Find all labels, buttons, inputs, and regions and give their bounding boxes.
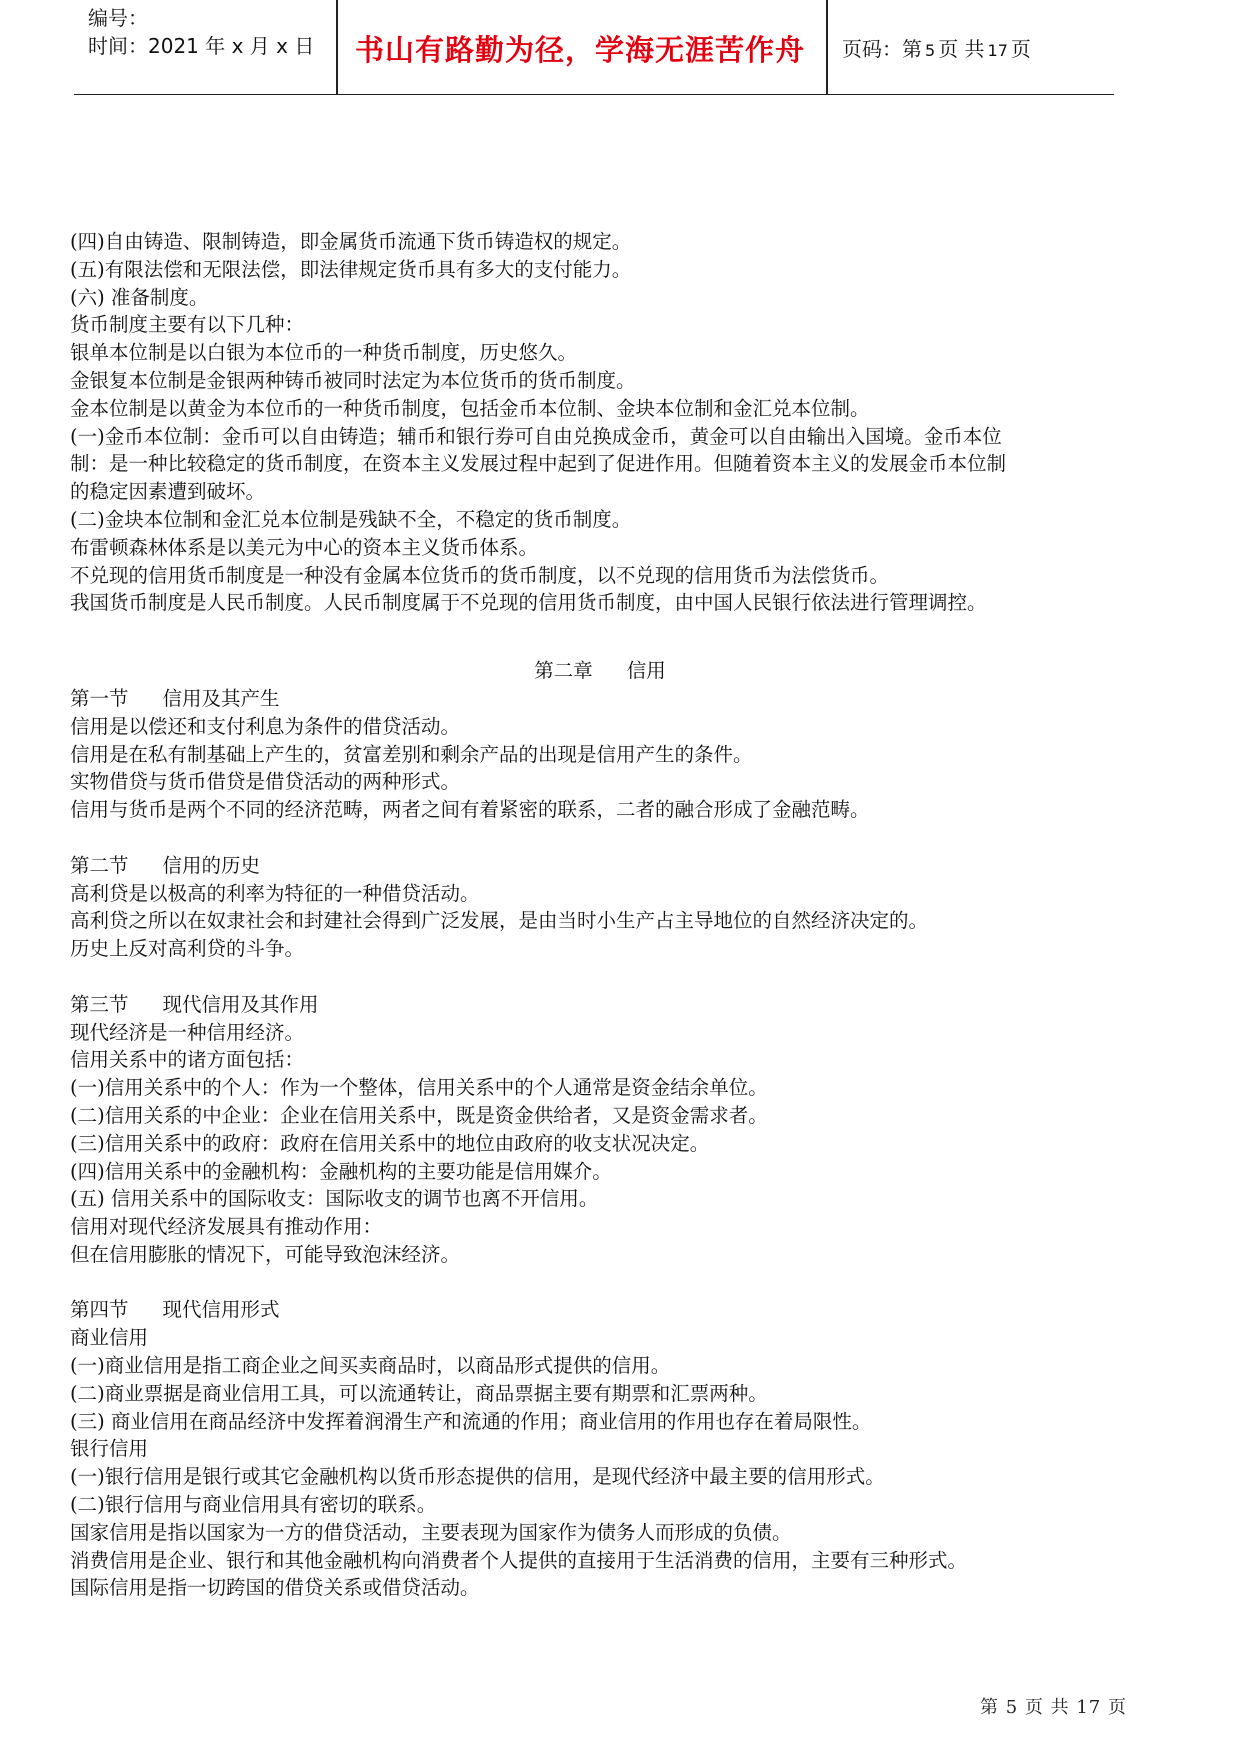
paragraph-line: 银单本位制是以白银为本位币的一种货币制度，历史悠久。 <box>70 341 578 365</box>
paragraph-line: (二)银行信用与商业信用具有密切的联系。 <box>70 1493 437 1517</box>
paragraph-line: 金银复本位制是金银两种铸币被同时法定为本位货币的货币制度。 <box>70 368 636 392</box>
paragraph-line: (一)信用关系中的个人：作为一个整体，信用关系中的个人通常是资金结余单位。 <box>70 1076 768 1100</box>
spacer <box>70 824 1130 852</box>
section-number: 第三节 <box>70 992 129 1016</box>
section-heading <box>70 1296 1130 1324</box>
paragraph-line: 我国货币制度是人民币制度。人民币制度属于不兑现的信用货币制度，由中国人民银行依法进行管理调控。 <box>70 591 987 615</box>
paragraph-line: (四)信用关系中的金融机构：金融机构的主要功能是信用媒介。 <box>70 1159 612 1183</box>
paragraph-line: (五) 信用关系中的国际收支：国际收支的调节也离不开信用。 <box>70 1187 599 1211</box>
section-heading <box>70 685 1130 713</box>
section-number: 第四节 <box>70 1298 129 1322</box>
section-title: 信用及其产生 <box>162 686 280 710</box>
paragraph-line: 现代经济是一种信用经济。 <box>70 1020 305 1044</box>
paragraph-line: (一)金币本位制：金币可以自由铸造；辅币和银行券可自由兑换成金币，黄金可以自由输出入国境。金币本位 <box>70 424 1002 448</box>
paragraph-line: 高利贷是以极高的利率为特征的一种借贷活动。 <box>70 881 480 905</box>
paragraph-line: 但在信用膨胀的情况下，可能导致泡沫经济。 <box>70 1242 461 1266</box>
spacer <box>70 1269 1130 1297</box>
footer-total: 17 <box>1076 1697 1102 1718</box>
paragraph-line: 高利贷之所以在奴隶社会和封建社会得到广泛发展，是由当时小生产占主导地位的自然经济决定的。 <box>70 909 929 933</box>
paragraph-line: 信用是以偿还和支付利息为条件的借贷活动。 <box>70 714 461 738</box>
header-divider-right <box>826 0 828 94</box>
header-motto: 书山有路勤为径，学海无涯苦作舟 <box>354 33 805 67</box>
section-heading <box>70 852 1130 880</box>
paragraph-line: 历史上反对高利贷的斗争。 <box>70 937 305 961</box>
page-header <box>74 0 1114 95</box>
paragraph-line: (一)商业信用是指工商企业之间买卖商品时，以商品形式提供的信用。 <box>70 1354 671 1378</box>
paragraph-line: (五)有限法偿和无限法偿，即法律规定货币具有多大的支付能力。 <box>70 257 632 281</box>
section-3 <box>70 991 1130 1269</box>
page-current: 5 <box>925 41 936 60</box>
header-page-number <box>842 33 1031 62</box>
paragraph-line: 信用对现代经济发展具有推动作用： <box>70 1215 383 1239</box>
page-prefix: 页码：第 <box>842 37 922 61</box>
footer-prefix: 第 <box>979 1697 999 1718</box>
paragraph-line: 信用是在私有制基础上产生的，贫富差别和剩余产品的出现是信用产生的条件。 <box>70 742 753 766</box>
paragraph-line: 金本位制是以黄金为本位币的一种货币制度，包括金币本位制、金块本位制和金汇兑本位制。 <box>70 396 870 420</box>
paragraph-line: (二)商业票据是商业信用工具，可以流通转让，商品票据主要有期票和汇票两种。 <box>70 1381 768 1405</box>
paragraph-line: (三) 商业信用在商品经济中发挥着润滑生产和流通的作用；商业信用的作用也存在着局限性。 <box>70 1409 872 1433</box>
paragraph-line: (二)金块本位制和金汇兑本位制是残缺不全，不稳定的货币制度。 <box>70 507 632 531</box>
paragraph-line: (三)信用关系中的政府：政府在信用关系中的地位由政府的收支状况决定。 <box>70 1131 710 1155</box>
paragraph-line: 实物借贷与货币借贷是借贷活动的两种形式。 <box>70 770 461 794</box>
section-title: 现代信用形式 <box>162 1298 280 1322</box>
paragraph-line: 货币制度主要有以下几种： <box>70 313 305 337</box>
section-title: 现代信用及其作用 <box>162 992 319 1016</box>
chapter-title: 信用 <box>626 659 666 683</box>
spacer <box>70 617 1130 657</box>
serial-label: 编号： <box>88 6 148 30</box>
paragraph-line: 消费信用是企业、银行和其他金融机构向消费者个人提供的直接用于生活消费的信用，主要有三种形式。 <box>70 1548 968 1572</box>
page-mid: 页 共 <box>938 37 985 61</box>
section-heading <box>70 991 1130 1019</box>
paragraph-line: 的稳定因素遭到破坏。 <box>70 480 266 504</box>
document-body <box>70 228 1130 1602</box>
paragraph-line: 国家信用是指以国家为一方的借贷活动，主要表现为国家作为债务人而形成的负债。 <box>70 1520 792 1544</box>
footer-page: 5 <box>1005 1697 1019 1718</box>
paragraph-line: 国际信用是指一切跨国的借贷关系或借贷活动。 <box>70 1576 480 1600</box>
page-footer <box>0 1693 1127 1719</box>
paragraph-line: (六) 准备制度。 <box>70 285 209 309</box>
footer-suffix: 页 <box>1108 1697 1127 1718</box>
section-4 <box>70 1296 1130 1602</box>
paragraph-line: 信用关系中的诸方面包括： <box>70 1048 305 1072</box>
section-1 <box>70 685 1130 824</box>
paragraph-line: 布雷顿森林体系是以美元为中心的资本主义货币体系。 <box>70 535 539 559</box>
paragraph-line: 商业信用 <box>70 1326 149 1350</box>
paragraph-line: 信用与货币是两个不同的经济范畴，两者之间有着紧密的联系，二者的融合形成了金融范畴。 <box>70 798 870 822</box>
section-number: 第二节 <box>70 853 129 877</box>
page-suffix: 页 <box>1010 37 1031 61</box>
footer-mid: 页 共 <box>1024 1697 1070 1718</box>
paragraph-line: (二)信用关系的中企业：企业在信用关系中，既是资金供给者，又是资金需求者。 <box>70 1103 768 1127</box>
page-total: 17 <box>987 41 1008 60</box>
section-title: 信用的历史 <box>162 853 261 877</box>
paragraph-line: 制：是一种比较稳定的货币制度，在资本主义发展过程中起到了促进作用。但随着资本主义的发展金币本位制 <box>70 452 1007 476</box>
section-2 <box>70 852 1130 963</box>
section-number: 第一节 <box>70 686 129 710</box>
chapter-number: 第二章 <box>534 659 593 683</box>
chapter-heading <box>70 657 1130 685</box>
paragraph-line: 不兑现的信用货币制度是一种没有金属本位货币的货币制度，以不兑现的信用货币为法偿货币。 <box>70 563 890 587</box>
paragraph-line: 银行信用 <box>70 1437 149 1461</box>
currency-system-section <box>70 228 1130 617</box>
paragraph-line: (一)银行信用是银行或其它金融机构以货币形态提供的信用，是现代经济中最主要的信用形式。 <box>70 1465 885 1489</box>
date-label: 时间：2021 年 x 月 x 日 <box>88 34 315 58</box>
spacer <box>70 963 1130 991</box>
paragraph-line: (四)自由铸造、限制铸造，即金属货币流通下货币铸造权的规定。 <box>70 230 632 253</box>
